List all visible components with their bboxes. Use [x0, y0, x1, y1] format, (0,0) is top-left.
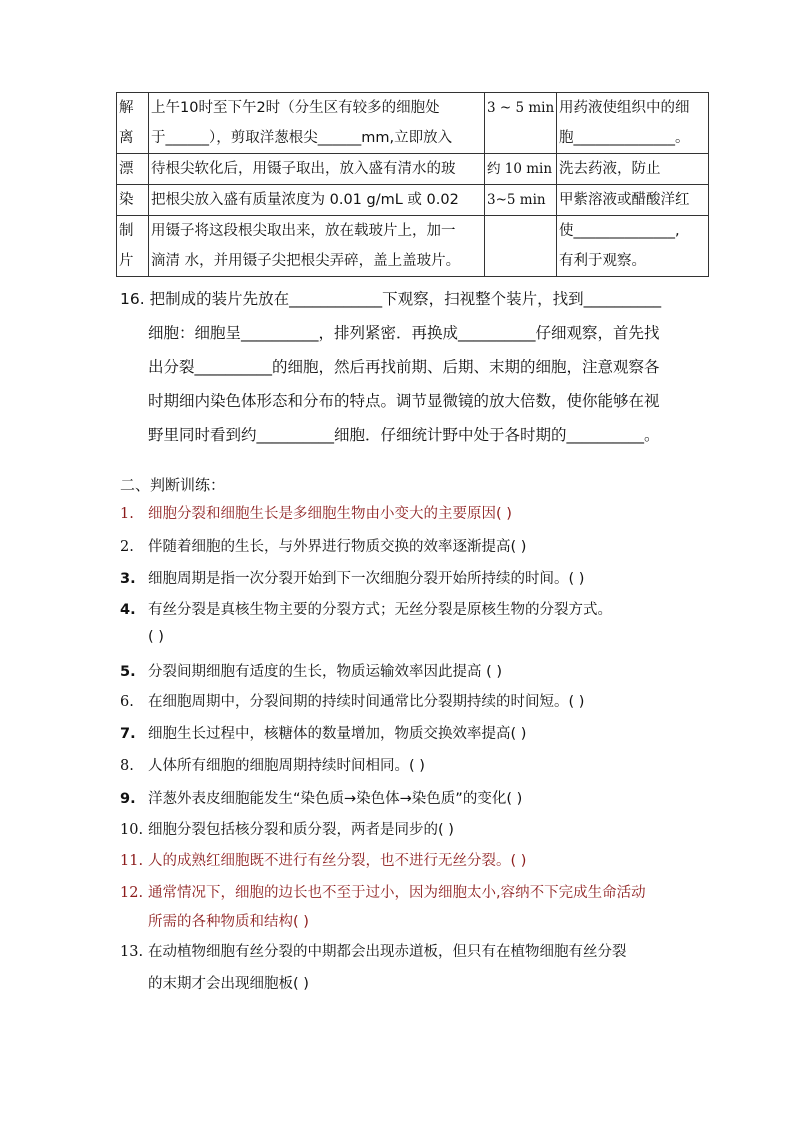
list-item-continuation: 的末期才会出现细胞板( ): [148, 976, 309, 992]
list-item: 13. 在动植物细胞有丝分裂的中期都会出现赤道板，但只有在植物细胞有丝分裂: [120, 944, 627, 960]
list-item: 12. 通常情况下，细胞的边长也不至于过小，因为细胞太小,容纳不下完成生命活动: [120, 885, 646, 901]
question-16-line: 野里同时看到约__________细胞．仔细统计野中处于各时期的__________。: [148, 426, 660, 444]
time-cell: 3 ~ 5 min: [485, 93, 557, 154]
table-row: [117, 216, 709, 277]
step-cell: 解 离: [117, 93, 149, 154]
description-cell: 待根尖软化后，用镊子取出，放入盛有清水的玻: [149, 154, 485, 185]
list-item: 8. 人体所有细胞的细胞周期持续时间相同。( ): [120, 758, 425, 774]
list-item: 2. 伴随着细胞的生长，与外界进行物质交换的效率逐渐提高( ): [120, 539, 527, 555]
question-16-line: 16. 把制成的装片先放在____________下观察，扫视整个装片，找到__________: [120, 290, 662, 308]
purpose-cell: 洗去药液，防止: [557, 154, 709, 185]
list-item: 3. 细胞周期是指一次分裂开始到下一次细胞分裂开始所持续的时间。( ): [120, 571, 585, 587]
list-item: 4. 有丝分裂是真核生物主要的分裂方式；无丝分裂是原核生物的分裂方式。: [120, 602, 612, 618]
list-item: 5. 分裂间期细胞有适度的生长，物质运输效率因此提高 ( ): [120, 664, 503, 680]
purpose-cell: 甲紫溶液或醋酸洋红: [557, 185, 709, 216]
description-cell: 把根尖放入盛有质量浓度为 0.01 g/mL 或 0.02: [149, 185, 485, 216]
table-row: [117, 185, 709, 216]
purpose-cell: 使______________, 有利于观察。: [557, 216, 709, 277]
experiment-steps-table: [116, 92, 709, 277]
question-16-line: 时期细内染色体形态和分布的特点。调节显微镜的放大倍数，使你能够在视: [148, 392, 660, 410]
list-item: 11. 人的成熟红细胞既不进行有丝分裂，也不进行无丝分裂。( ): [120, 853, 527, 869]
description-cell: 用镊子将这段根尖取出来，放在载玻片上，加一 滴清 水，并用镊子尖把根尖弄碎，盖上盖玻片。: [149, 216, 485, 277]
question-16-line: 细胞：细胞呈__________，排列紧密．再换成__________仔细观察，首先找: [148, 324, 660, 342]
list-item-continuation: ( ): [148, 629, 164, 645]
time-cell: 3~5 min: [485, 185, 557, 216]
list-item: 1. 细胞分裂和细胞生长是多细胞生物由小变大的主要原因( ): [120, 506, 512, 522]
section-title: 二、判断训练：: [120, 476, 226, 494]
question-16: [120, 282, 700, 452]
step-cell: 漂: [117, 154, 149, 185]
list-item: 10. 细胞分裂包括核分裂和质分裂，两者是同步的( ): [120, 822, 454, 838]
step-cell: 制 片: [117, 216, 149, 277]
time-cell: [485, 216, 557, 277]
purpose-cell: 用药液使组织中的细 胞______________。: [557, 93, 709, 154]
description-cell: 上午10时至下午2时（分生区有较多的细胞处 于______），剪取洋葱根尖______mm,立即放入: [149, 93, 485, 154]
step-cell: 染: [117, 185, 149, 216]
list-item: 9. 洋葱外表皮细胞能发生“染色质→染色体→染色质”的变化( ): [120, 791, 523, 807]
question-16-line: 出分裂__________的细胞，然后再找前期、后期、末期的细胞，注意观察各: [148, 358, 660, 376]
table-row: [117, 93, 709, 154]
table-row: [117, 154, 709, 185]
list-item-continuation: 所需的各种物质和结构( ): [148, 914, 309, 930]
list-item: 7. 细胞生长过程中，核糖体的数量增加，物质交换效率提高( ): [120, 726, 527, 742]
time-cell: 约 10 min: [485, 154, 557, 185]
list-item: 6. 在细胞周期中，分裂间期的持续时间通常比分裂期持续的时间短。( ): [120, 694, 585, 710]
